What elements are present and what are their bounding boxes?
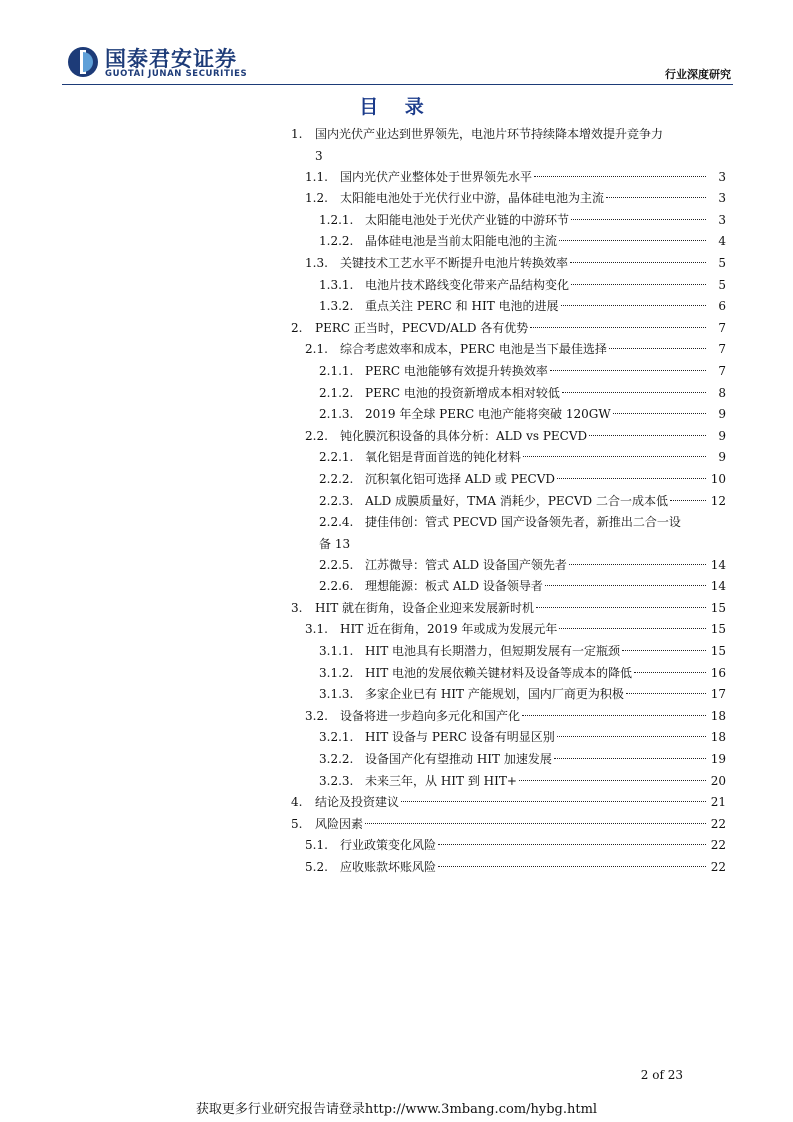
toc-entry-page: 12	[710, 493, 726, 508]
toc-leader-dots	[622, 650, 706, 651]
toc-leader-dots	[613, 413, 706, 414]
toc-entry-page: 14	[710, 579, 726, 594]
toc-entry-number: 2.1.	[305, 342, 328, 357]
toc-entry[interactable]	[285, 663, 726, 685]
toc-entry-continuation[interactable]	[285, 146, 726, 167]
toc-leader-dots	[589, 435, 706, 436]
toc-entry[interactable]	[285, 188, 726, 210]
toc-entry[interactable]	[285, 771, 726, 793]
toc-entry-page: 9	[718, 450, 726, 465]
toc-entry-number: 3.2.	[305, 708, 328, 723]
logo-english-name: GUOTAI JUNAN SECURITIES	[105, 69, 248, 79]
toc-leader-dots	[536, 607, 706, 608]
toc-leader-dots	[401, 801, 706, 802]
toc-entry[interactable]	[285, 253, 726, 275]
toc-entry[interactable]	[285, 814, 726, 836]
toc-entry-title: HIT 就在街角，设备企业迎来发展新时机	[315, 600, 535, 615]
toc-leader-dots	[559, 240, 706, 241]
toc-entry[interactable]	[285, 469, 726, 491]
toc-entry[interactable]	[285, 857, 726, 879]
toc-leader-dots	[670, 500, 706, 501]
toc-leader-dots	[571, 284, 706, 285]
toc-entry-title: HIT 设备与 PERC 设备有明显区别	[365, 730, 555, 745]
toc-entry-page: 3	[718, 212, 726, 227]
toc-entry-title: PERC 电池能够有效提升转换效率	[365, 363, 548, 378]
toc-entry-title: 多家企业已有 HIT 产能规划，国内厂商更为积极	[365, 687, 624, 702]
toc-entry-title: 设备国产化有望推动 HIT 加速发展	[365, 752, 552, 767]
toc-entry-page: 22	[710, 860, 726, 874]
toc-leader-dots	[559, 628, 706, 629]
toc-entry-number: 2.2.	[305, 428, 328, 443]
toc-leader-dots	[550, 370, 706, 371]
toc-entry[interactable]	[285, 167, 726, 189]
toc-entry[interactable]	[285, 555, 726, 577]
toc-leader-dots	[569, 564, 706, 565]
toc-entry[interactable]	[285, 727, 726, 749]
toc-entry-title: 晶体硅电池是当前太阳能电池的主流	[365, 234, 558, 249]
toc-entry-number: 3.1.	[305, 622, 328, 637]
toc-leader-dots	[561, 305, 706, 306]
toc-entry-title: 钝化膜沉积设备的具体分析：ALD vs PECVD	[340, 428, 588, 443]
table-of-contents	[285, 124, 726, 879]
toc-entry-title: 综合考虑效率和成本，PERC 电池是当下最佳选择	[340, 342, 607, 357]
toc-entry-number: 1.3.1.	[319, 277, 354, 292]
toc-entry[interactable]	[285, 598, 726, 620]
toc-entry-page: 17	[710, 687, 726, 702]
toc-entry-title: 江苏微导：管式 ALD 设备国产领先者	[365, 557, 567, 572]
toc-entry-number: 2.2.4.	[319, 515, 354, 530]
toc-entry-page: 9	[718, 428, 726, 443]
toc-entry-title: PERC 正当时，PECVD/ALD 各有优势	[315, 320, 529, 335]
toc-entry-title: 太阳能电池处于光伏行业中游，晶体硅电池为主流	[340, 191, 605, 206]
toc-leader-dots	[626, 693, 706, 694]
toc-entry-number: 5.1.	[305, 838, 328, 853]
toc-entry-title: 理想能源：板式 ALD 设备领导者	[365, 579, 543, 594]
toc-entry-title: 捷佳伟创：管式 PECVD 国产设备领先者，新推出二合一设	[365, 515, 681, 530]
toc-entry-page: 3	[718, 169, 726, 184]
toc-entry-number: 2.2.3.	[319, 493, 354, 508]
toc-entry[interactable]	[285, 124, 726, 146]
toc-entry-page: 4	[718, 234, 726, 249]
toc-entry-number: 3.	[291, 600, 303, 615]
toc-leader-dots	[365, 823, 706, 824]
toc-entry-page: 5	[718, 277, 726, 292]
toc-entry[interactable]	[285, 296, 726, 318]
toc-entry-page: 22	[710, 816, 726, 831]
toc-entry-title: 风险因素	[315, 816, 364, 831]
toc-entry-title: HIT 电池具有长期潜力，但短期发展有一定瓶颈	[365, 644, 621, 659]
toc-entry-page: 8	[718, 385, 726, 400]
toc-leader-dots	[562, 392, 706, 393]
toc-entry-title: 结论及投资建议	[315, 795, 400, 810]
toc-entry[interactable]	[285, 792, 726, 814]
guotai-junan-logo-icon	[67, 46, 99, 78]
logo-chinese-name: 国泰君安证券	[105, 47, 237, 71]
toc-entry-title: 国内光伏产业整体处于世界领先水平	[340, 169, 533, 184]
toc-entry-page: 7	[718, 342, 726, 357]
toc-entry[interactable]	[285, 491, 726, 513]
toc-entry-number: 2.2.1.	[319, 450, 354, 465]
toc-leader-dots	[557, 736, 706, 737]
toc-entry-page: 7	[718, 363, 726, 378]
toc-entry-page: 5	[718, 255, 726, 270]
toc-entry-title: 沉积氧化铝可选择 ALD 或 PECVD	[365, 471, 556, 486]
toc-entry-title: PERC 电池的投资新增成本相对较低	[365, 385, 560, 400]
toc-entry-number: 1.2.1.	[319, 212, 354, 227]
toc-entry[interactable]	[285, 275, 726, 297]
toc-entry-number: 2.1.3.	[319, 407, 354, 422]
toc-entry-number: 5.	[291, 816, 303, 831]
toc-entry-number: 4.	[291, 795, 303, 810]
toc-entry-number: 2.1.2.	[319, 385, 354, 400]
toc-entry-title: 2019 年全球 PERC 电池产能将突破 120GW	[365, 407, 611, 422]
toc-entry-number: 3.1.2.	[319, 665, 354, 680]
toc-leader-dots	[534, 176, 706, 177]
toc-entry-number: 2.2.6.	[319, 579, 354, 594]
toc-leader-dots	[557, 478, 706, 479]
toc-entry-page: 10	[710, 471, 726, 486]
toc-entry-number: 3.2.1.	[319, 730, 354, 745]
toc-entry-page: 21	[710, 795, 726, 810]
toc-entry[interactable]	[285, 835, 726, 857]
toc-entry-page: 15	[710, 600, 726, 615]
toc-leader-dots	[634, 672, 706, 673]
toc-entry[interactable]	[285, 426, 726, 448]
footer-link-text[interactable]: 获取更多行业研究报告请登录http://www.3mbang.com/hybg.html	[195, 1102, 598, 1117]
toc-entry[interactable]	[285, 641, 726, 663]
toc-entry[interactable]	[285, 706, 726, 728]
toc-entry-continuation[interactable]	[285, 534, 726, 555]
toc-entry[interactable]	[285, 684, 726, 706]
toc-entry-title: 未来三年，从 HIT 到 HIT+	[365, 773, 517, 788]
toc-entry-continuation-text: 备 13	[319, 536, 351, 551]
toc-leader-dots	[570, 262, 706, 263]
toc-leader-dots	[519, 780, 706, 781]
toc-entry-title: 电池片技术路线变化带来产品结构变化	[365, 277, 570, 292]
toc-entry-number: 1.	[291, 127, 303, 141]
toc-entry[interactable]	[285, 339, 726, 361]
toc-entry-number: 2.2.5.	[319, 557, 354, 572]
toc-entry[interactable]	[285, 210, 726, 232]
toc-entry-page: 22	[710, 838, 726, 853]
toc-entry-number: 3.2.2.	[319, 752, 354, 767]
toc-entry[interactable]	[285, 512, 726, 534]
toc-entry-number: 1.2.	[305, 191, 328, 206]
report-type-label: 行业深度研究	[665, 68, 731, 81]
toc-entry-title: ALD 成膜质量好，TMA 消耗少，PECVD 二合一成本低	[365, 493, 668, 508]
toc-entry-number: 1.3.2.	[319, 299, 354, 314]
toc-entry-title: 行业政策变化风险	[340, 838, 437, 853]
toc-leader-dots	[530, 327, 706, 328]
toc-entry-title: 设备将进一步趋向多元化和国产化	[340, 708, 521, 723]
toc-leader-dots	[523, 456, 706, 457]
toc-entry-page: 7	[718, 320, 726, 335]
toc-entry-page: 20	[710, 773, 726, 788]
toc-entry[interactable]	[285, 383, 726, 405]
toc-leader-dots	[554, 758, 706, 759]
toc-entry-title: 关键技术工艺水平不断提升电池片转换效率	[340, 255, 569, 270]
page-header	[0, 0, 793, 90]
page-number: 2 of 23	[640, 1068, 683, 1082]
toc-entry[interactable]	[285, 576, 726, 598]
toc-entry-continuation-text: 3	[315, 148, 323, 163]
toc-entry-page: 18	[710, 708, 726, 723]
toc-entry-number: 3.2.3.	[319, 773, 354, 788]
toc-entry-page: 15	[710, 644, 726, 659]
toc-entry-page: 3	[718, 191, 726, 206]
toc-entry-title: 氧化铝是背面首选的钝化材料	[365, 450, 522, 465]
toc-entry[interactable]	[285, 318, 726, 340]
toc-entry[interactable]	[285, 404, 726, 426]
toc-leader-dots	[522, 715, 706, 716]
toc-entry-title: 太阳能电池处于光伏产业链的中游环节	[365, 212, 570, 227]
header-divider	[62, 84, 733, 85]
toc-leader-dots	[609, 348, 706, 349]
toc-leader-dots	[438, 866, 706, 867]
toc-entry-number: 3.1.1.	[319, 644, 354, 659]
toc-entry-page: 18	[710, 730, 726, 745]
toc-entry-number: 2.2.2.	[319, 471, 354, 486]
toc-entry-number: 1.2.2.	[319, 234, 354, 249]
toc-leader-dots	[545, 585, 706, 586]
toc-entry[interactable]	[285, 749, 726, 771]
toc-entry-title: HIT 近在街角，2019 年或成为发展元年	[340, 622, 558, 637]
toc-entry-title: 国内光伏产业达到世界领先，电池片环节持续降本增效提升竞争力	[315, 127, 664, 141]
toc-leader-dots	[438, 844, 706, 845]
toc-entry-number: 1.1.	[305, 169, 328, 184]
toc-entry-page: 19	[710, 752, 726, 767]
toc-entry-number: 1.3.	[305, 255, 328, 270]
toc-entry[interactable]	[285, 361, 726, 383]
toc-entry-title: 应收账款坏账风险	[340, 860, 437, 874]
toc-leader-dots	[606, 197, 706, 198]
toc-entry-page: 9	[718, 407, 726, 422]
toc-entry-page: 16	[710, 665, 726, 680]
toc-entry-title: 重点关注 PERC 和 HIT 电池的进展	[365, 299, 559, 314]
toc-entry-number: 2.	[291, 320, 303, 335]
toc-title: 目 录	[359, 96, 434, 118]
toc-entry-number: 3.1.3.	[319, 687, 354, 702]
toc-entry-page: 6	[718, 299, 726, 314]
toc-leader-dots	[571, 219, 706, 220]
toc-entry[interactable]	[285, 619, 726, 641]
toc-entry[interactable]	[285, 447, 726, 469]
toc-entry-page: 14	[710, 557, 726, 572]
toc-entry-number: 5.2.	[305, 860, 328, 874]
toc-entry-page: 15	[710, 622, 726, 637]
toc-entry-number: 2.1.1.	[319, 363, 354, 378]
toc-entry-title: HIT 电池的发展依赖关键材料及设备等成本的降低	[365, 665, 633, 680]
toc-entry[interactable]	[285, 231, 726, 253]
